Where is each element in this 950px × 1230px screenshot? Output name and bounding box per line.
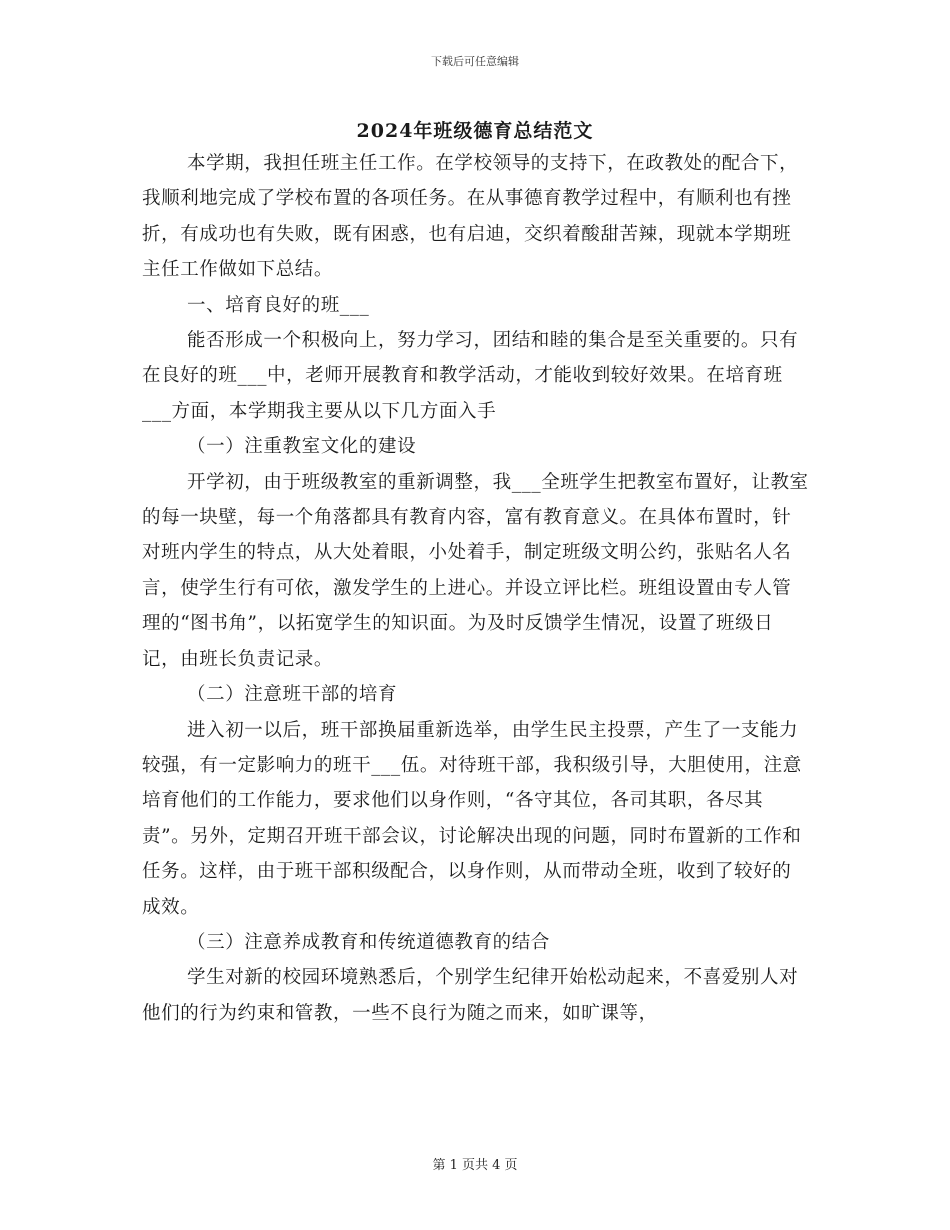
document-body — [142, 146, 810, 1031]
page-footer: 第 1 页共 4 页 — [432, 1158, 518, 1173]
paragraph-section-1: 能否形成一个积极向上，努力学习，团结和睦的集合是至关重要的。只有在良好的班___中，老师开展教育和教学活动，才能收到较好效果。在培育班___方面，本学期我主要从以下几方面入手 — [142, 330, 799, 422]
paragraph-subsection-3: 学生对新的校园环境熟悉后，个别学生纪律开始松动起来，不喜爱别人对他们的行为约束和管教，一些不良行为随之而来，如旷课等， — [142, 967, 799, 1024]
subsection-heading-1: （一）注重教室文化的建设 — [187, 436, 417, 458]
subsection-heading-3: （三）注意养成教育和传统道德教育的结合 — [187, 931, 550, 953]
paragraph-intro: 本学期，我担任班主任工作。在学校领导的支持下，在政教处的配合下，我顺利地完成了学校布置的各项任务。在从事德育教学过程中，有顺利也有挫折，有成功也有失败，既有困惑，也有启迪，交织着酸甜苦辣，现就本学期班主任工作做如下总结。 — [142, 153, 799, 281]
section-heading-1: 一、培育良好的班___ — [187, 294, 370, 316]
paragraph-subsection-1: 开学初，由于班级教室的重新调整，我___全班学生把教室布置好，让教室的每一块壁，每一个角落都具有教育内容，富有教育意义。在具体布置时，针对班内学生的特点，从大处着眼，小处着手，制定班级文明公约，张贴名人名言，使学生行有可依，激发学生的上进心。并设立评比栏。班组设置由专人管理的“图书角”，以拓宽学生的知识面。为及时反馈学生情况，设置了班级日记，由班长负责记录。 — [142, 471, 809, 670]
paragraph-subsection-2: 进入初一以后，班干部换届重新选举，由学生民主投票，产生了一支能力较强，有一定影响力的班干___伍。对待班干部，我积级引导，大胆使用，注意培育他们的工作能力，要求他们以身作则，“各守其位，各司其职，各尽其责”。另外，定期召开班干部会议，讨论解决出现的问题，同时布置新的工作和任务。这样，由于班干部积级配合，以身作则，从而带动全班，收到了较好的成效。 — [142, 719, 802, 918]
subsection-heading-2: （二）注意班干部的培育 — [187, 684, 398, 706]
document-title: 2024年班级德育总结范文 — [356, 120, 594, 142]
header-note: 下载后可任意编辑 — [431, 55, 519, 68]
